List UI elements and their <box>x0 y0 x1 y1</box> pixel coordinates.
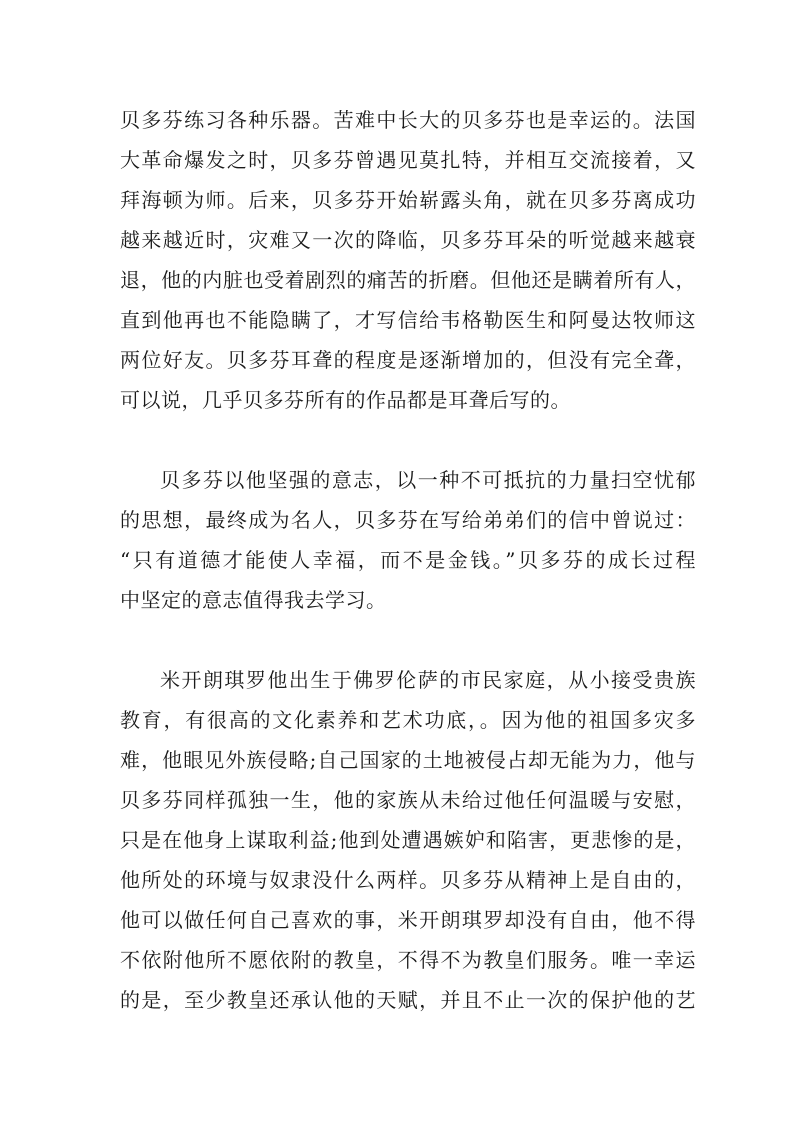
text-line: “只有道德才能使人幸福，而不是金钱。”贝多芬的成长过程 <box>120 548 696 572</box>
text-line: 他所处的环境与奴隶没什么两样。贝多芬从精神上是自由的， <box>120 868 696 892</box>
text-line: 越来越近时，灾难又一次的降临，贝多芬耳朵的听觉越来越衰 <box>120 228 696 252</box>
text-line: 贝多芬同样孤独一生，他的家族从未给过他任何温暖与安慰， <box>120 788 696 812</box>
text-line: 只是在他身上谋取利益;他到处遭遇嫉妒和陷害，更悲惨的是， <box>120 828 696 852</box>
text-line: 的思想，最终成为名人，贝多芬在写给弟弟们的信中曾说过： <box>120 508 696 532</box>
text-line: 可以说，几乎贝多芬所有的作品都是耳聋后写的。 <box>120 388 571 412</box>
text-line: 拜海顿为师。后来，贝多芬开始崭露头角，就在贝多芬离成功 <box>120 188 696 212</box>
text-line: 他可以做任何自己喜欢的事，米开朗琪罗却没有自由，他不得 <box>120 908 696 932</box>
text-line: 贝多芬以他坚强的意志，以一种不可抵抗的力量扫空忧郁 <box>160 468 696 492</box>
paragraph-beethoven-life <box>120 100 696 420</box>
text-line: 米开朗琪罗他出生于佛罗伦萨的市民家庭，从小接受贵族 <box>160 668 696 692</box>
text-line: 不依附他所不愿依附的教皇，不得不为教皇们服务。唯一幸运 <box>120 948 696 972</box>
text-line: 退，他的内脏也受着剧烈的痛苦的折磨。但他还是瞒着所有人， <box>120 268 696 292</box>
paragraph-michelangelo <box>120 660 696 1020</box>
text-line: 直到他再也不能隐瞒了，才写信给韦格勒医生和阿曼达牧师这 <box>120 308 696 332</box>
text-line: 难，他眼见外族侵略;自己国家的土地被侵占却无能为力，他与 <box>120 748 696 772</box>
text-line: 大革命爆发之时，贝多芬曾遇见莫扎特，并相互交流接着，又 <box>120 148 696 172</box>
text-line: 两位好友。贝多芬耳聋的程度是逐渐增加的，但没有完全聋， <box>120 348 696 372</box>
paragraph-beethoven-will <box>120 460 696 620</box>
text-line: 贝多芬练习各种乐器。苦难中长大的贝多芬也是幸运的。法国 <box>120 108 696 132</box>
text-line: 中坚定的意志值得我去学习。 <box>120 588 387 612</box>
document-page <box>120 100 696 1060</box>
text-line: 教育，有很高的文化素养和艺术功底，。因为他的祖国多灾多 <box>120 708 696 732</box>
text-line: 的是，至少教皇还承认他的天赋，并且不止一次的保护他的艺 <box>120 988 696 1012</box>
